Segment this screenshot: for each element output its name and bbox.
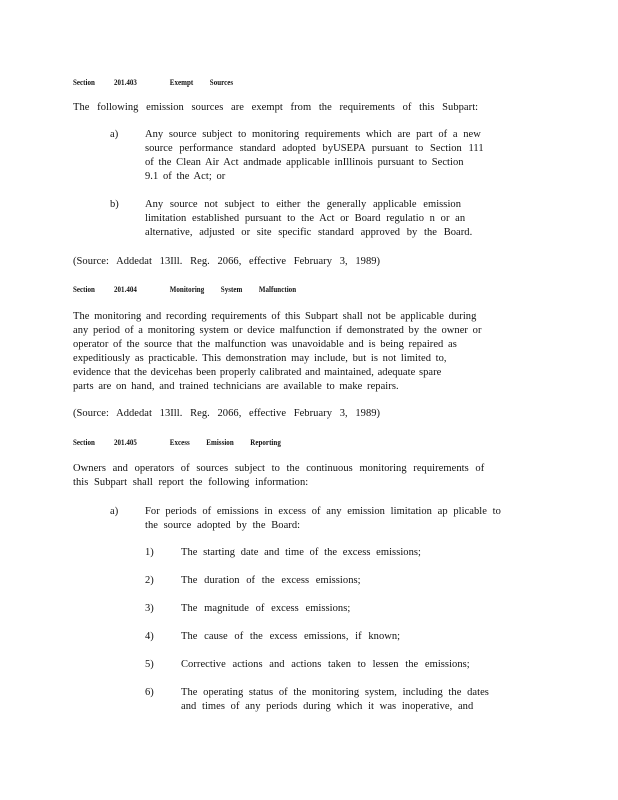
subitem-label-6: 6) — [145, 687, 154, 698]
text-line: Corrective actions and actions taken to lessen the emissions; — [181, 659, 470, 670]
heading-section-label: Section — [73, 77, 95, 87]
text-line: The monitoring and recording requirements of this Subpart shall not be applicable during — [73, 311, 477, 322]
heading-section-number: 201.403 — [114, 77, 137, 87]
text-line: alternative, adjusted or site specific standard approved by the Board. — [145, 227, 473, 238]
text-line: operator of the source that the malfunction was unavoidable and is being repaired as — [73, 339, 457, 350]
item-label-b: b) — [110, 199, 119, 210]
text-line: evidence that the devicehas been properly calibrated and maintained, adequate spare — [73, 367, 442, 378]
text-line: limitation established pursuant to the Act or Board regulatio n or an — [145, 213, 466, 224]
subitem-text-3 — [181, 602, 501, 616]
item-text-b — [145, 198, 505, 240]
subitem-text-5 — [181, 658, 501, 672]
text-line: any period of a monitoring system or device malfunction if demonstrated by the owner or — [73, 325, 482, 336]
text-line: Owners and operators of sources subject to the continuous monitoring requirements of — [73, 463, 485, 474]
text-line: The operating status of the monitoring system, including the dates — [181, 687, 489, 698]
text-line: For periods of emissions in excess of any emission limitation ap plicable to — [145, 506, 501, 517]
source-note-403: (Source: Addedat 13Ill. Reg. 2066, effective February 3, 1989) — [73, 256, 381, 267]
item-text-a — [145, 505, 505, 533]
text-line: The cause of the excess emissions, if known; — [181, 631, 401, 642]
text-line: The duration of the excess emissions; — [181, 575, 361, 586]
text-line: the source adopted by the Board: — [145, 520, 301, 531]
heading-section-number: 201.405 — [114, 437, 137, 447]
text-line: 9.1 of the Act; or — [145, 171, 226, 182]
text-line: The magnitude of excess emissions; — [181, 603, 351, 614]
heading-section-number: 201.404 — [114, 284, 137, 294]
subitem-label-1: 1) — [145, 547, 154, 558]
subitem-text-1 — [181, 546, 501, 560]
text-line: and times of any periods during which it was inoperative, and — [181, 701, 474, 712]
section-heading-405 — [73, 436, 281, 448]
heading-section-title: Excess Emission Reporting — [169, 437, 281, 447]
text-line: The starting date and time of the excess emissions; — [181, 547, 421, 558]
subitem-text-6 — [181, 686, 501, 714]
heading-section-label: Section — [73, 284, 95, 294]
text-line: of the Clean Air Act andmade applicable inIllinois pursuant to Section — [145, 157, 464, 168]
body-paragraph-404 — [73, 310, 509, 394]
subitem-text-4 — [181, 630, 501, 644]
subitem-text-2 — [181, 574, 501, 588]
item-label-a: a) — [110, 129, 119, 140]
subitem-label-5: 5) — [145, 659, 154, 670]
text-line: Any source not subject to either the generally applicable emission — [145, 199, 462, 210]
subitem-label-3: 3) — [145, 603, 154, 614]
item-text-a — [145, 128, 505, 184]
section-heading-403 — [73, 76, 233, 88]
subitem-label-2: 2) — [145, 575, 154, 586]
item-label-a: a) — [110, 506, 119, 517]
text-line: Any source subject to monitoring requirements which are part of a new — [145, 129, 481, 140]
heading-section-label: Section — [73, 437, 95, 447]
text-line: this Subpart shall report the following information: — [73, 477, 309, 488]
text-line: parts are on hand, and trained technicians are available to make repairs. — [73, 381, 399, 392]
text-line: expeditiously as practicable. This demonstration may include, but is not limited to, — [73, 353, 447, 364]
heading-section-title: Exempt Sources — [169, 77, 234, 87]
intro-paragraph-405 — [73, 462, 509, 490]
source-note-404: (Source: Addedat 13Ill. Reg. 2066, effective February 3, 1989) — [73, 408, 381, 419]
section-heading-404 — [73, 283, 296, 295]
subitem-label-4: 4) — [145, 631, 154, 642]
heading-section-title: Monitoring System Malfunction — [169, 284, 297, 294]
intro-paragraph-403: The following emission sources are exempt from the requirements of this Subpart: — [73, 102, 479, 113]
text-line: source performance standard adopted byUSEPA pursuant to Section 111 — [145, 143, 484, 154]
